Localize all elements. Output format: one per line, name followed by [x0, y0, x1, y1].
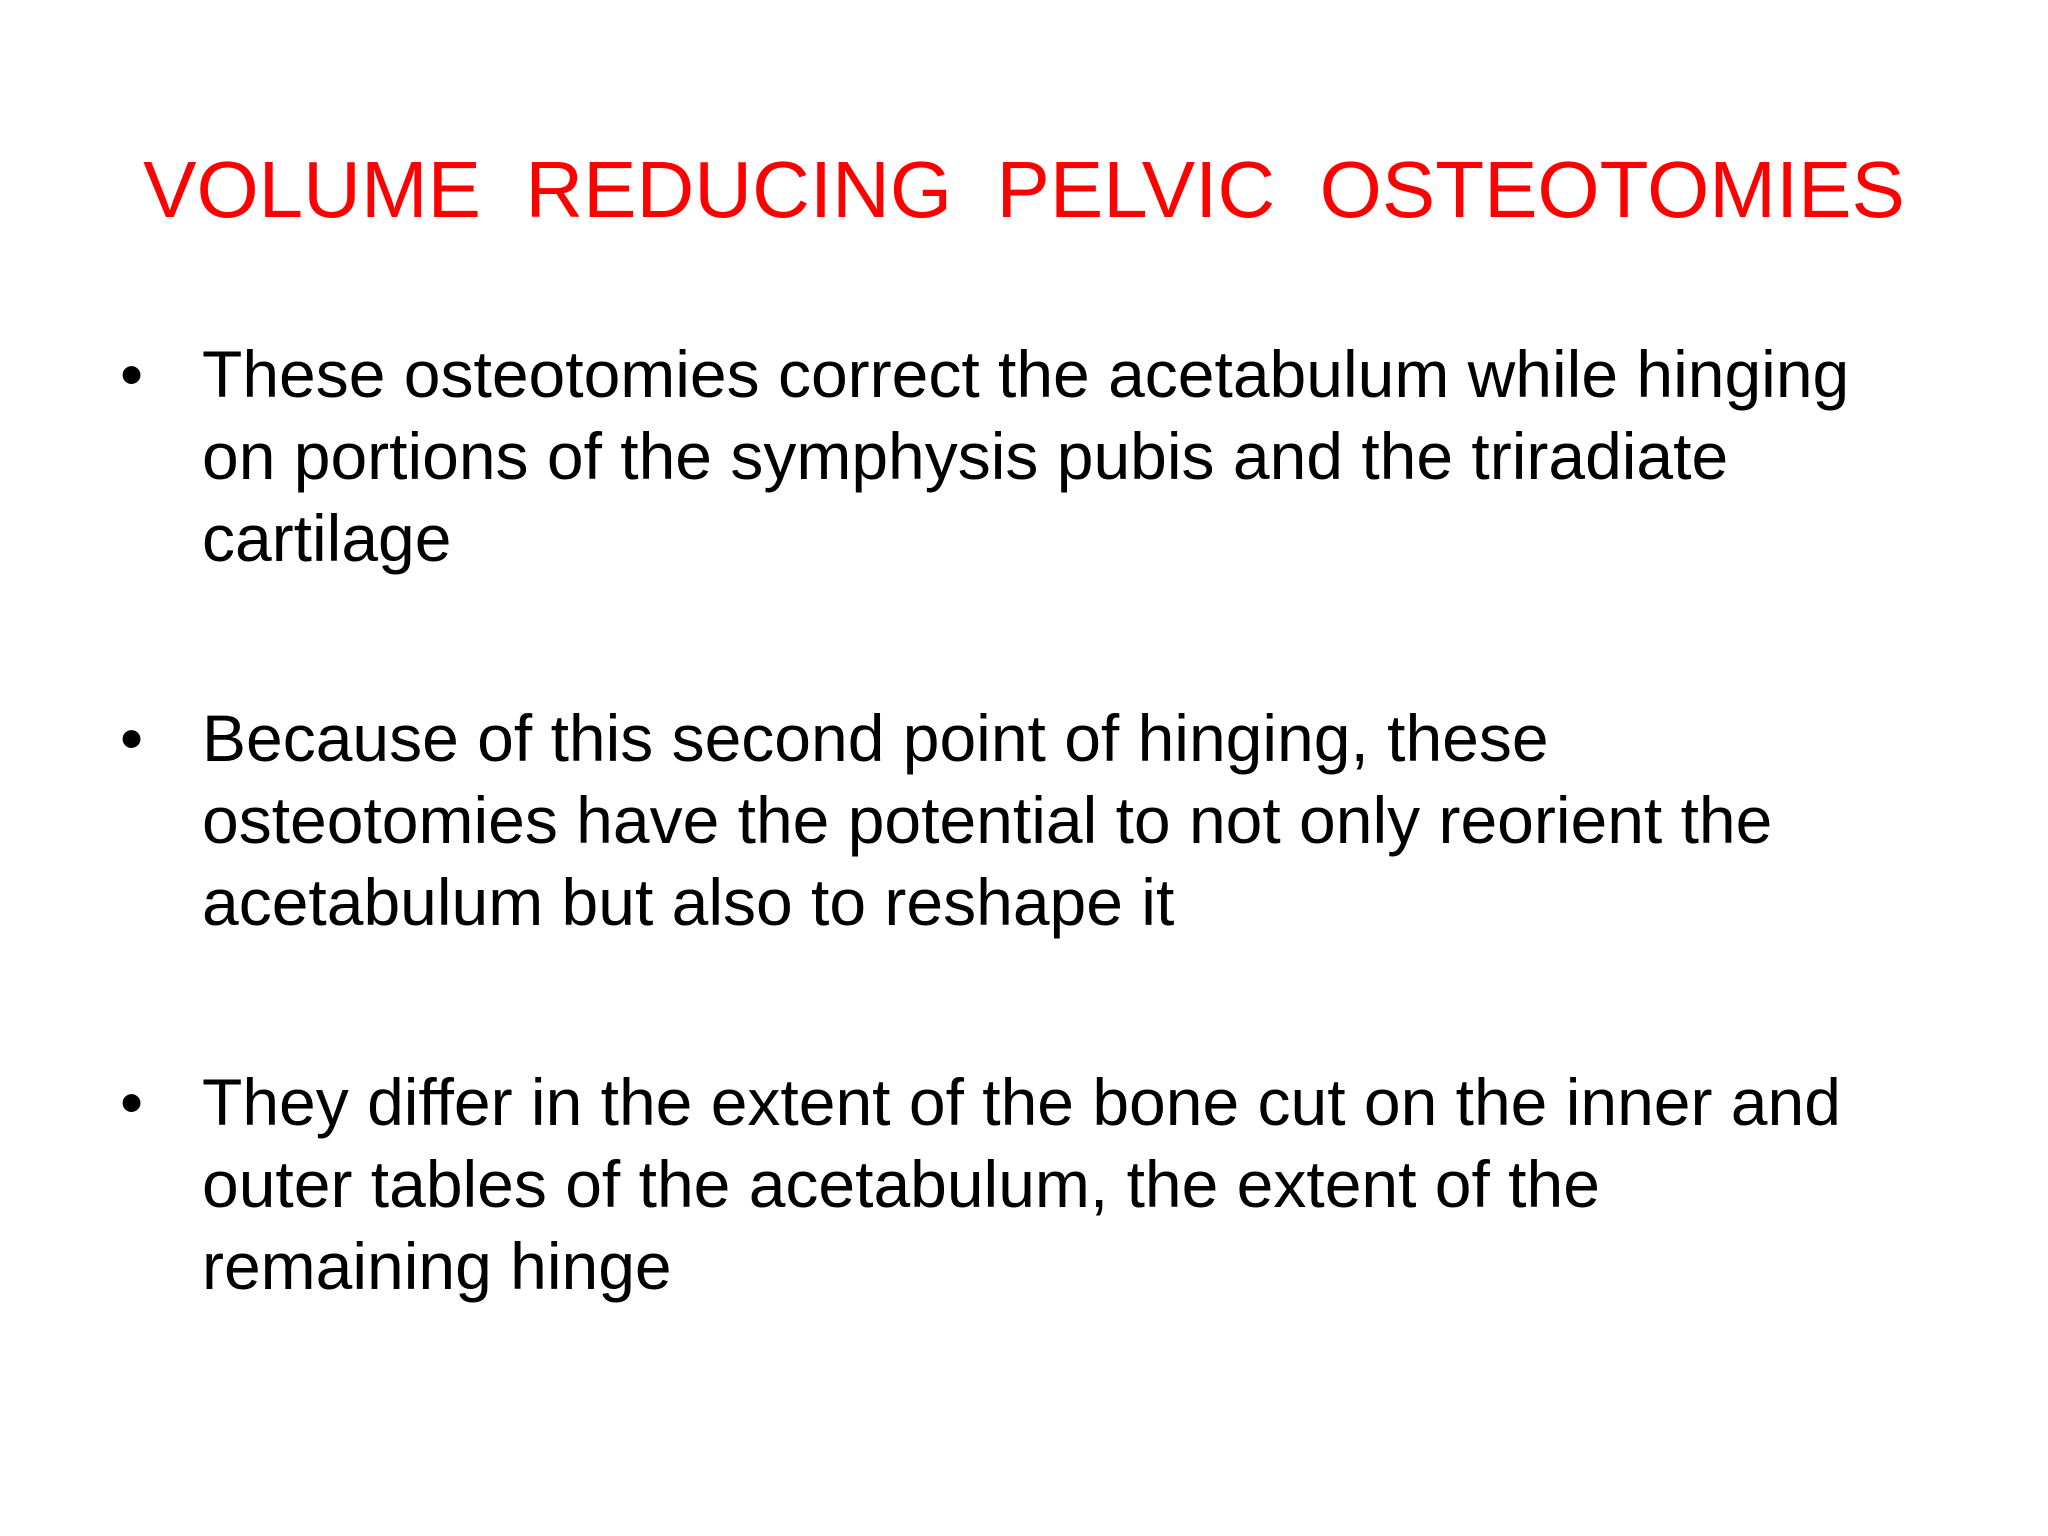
bullet-icon: •: [120, 337, 144, 411]
bullet-text: Because of this second point of hinging, these osteotomies have the potential to not only reorient the acetabulum but also to reshape it: [202, 701, 1773, 939]
bullet-text: They differ in the extent of the bone cut on the inner and outer tables of the acetabulum, the extent of the remaining hinge: [202, 1065, 1841, 1303]
bullet-text: These osteotomies correct the acetabulum while hinging on portions of the symphysis pubis and the triradiate cartilage: [202, 337, 1850, 575]
slide-title: VOLUME REDUCING PELVIC OSTEOTOMIES: [143, 145, 1905, 234]
bullet-icon: •: [120, 701, 144, 775]
bullet-icon: •: [120, 1065, 144, 1139]
